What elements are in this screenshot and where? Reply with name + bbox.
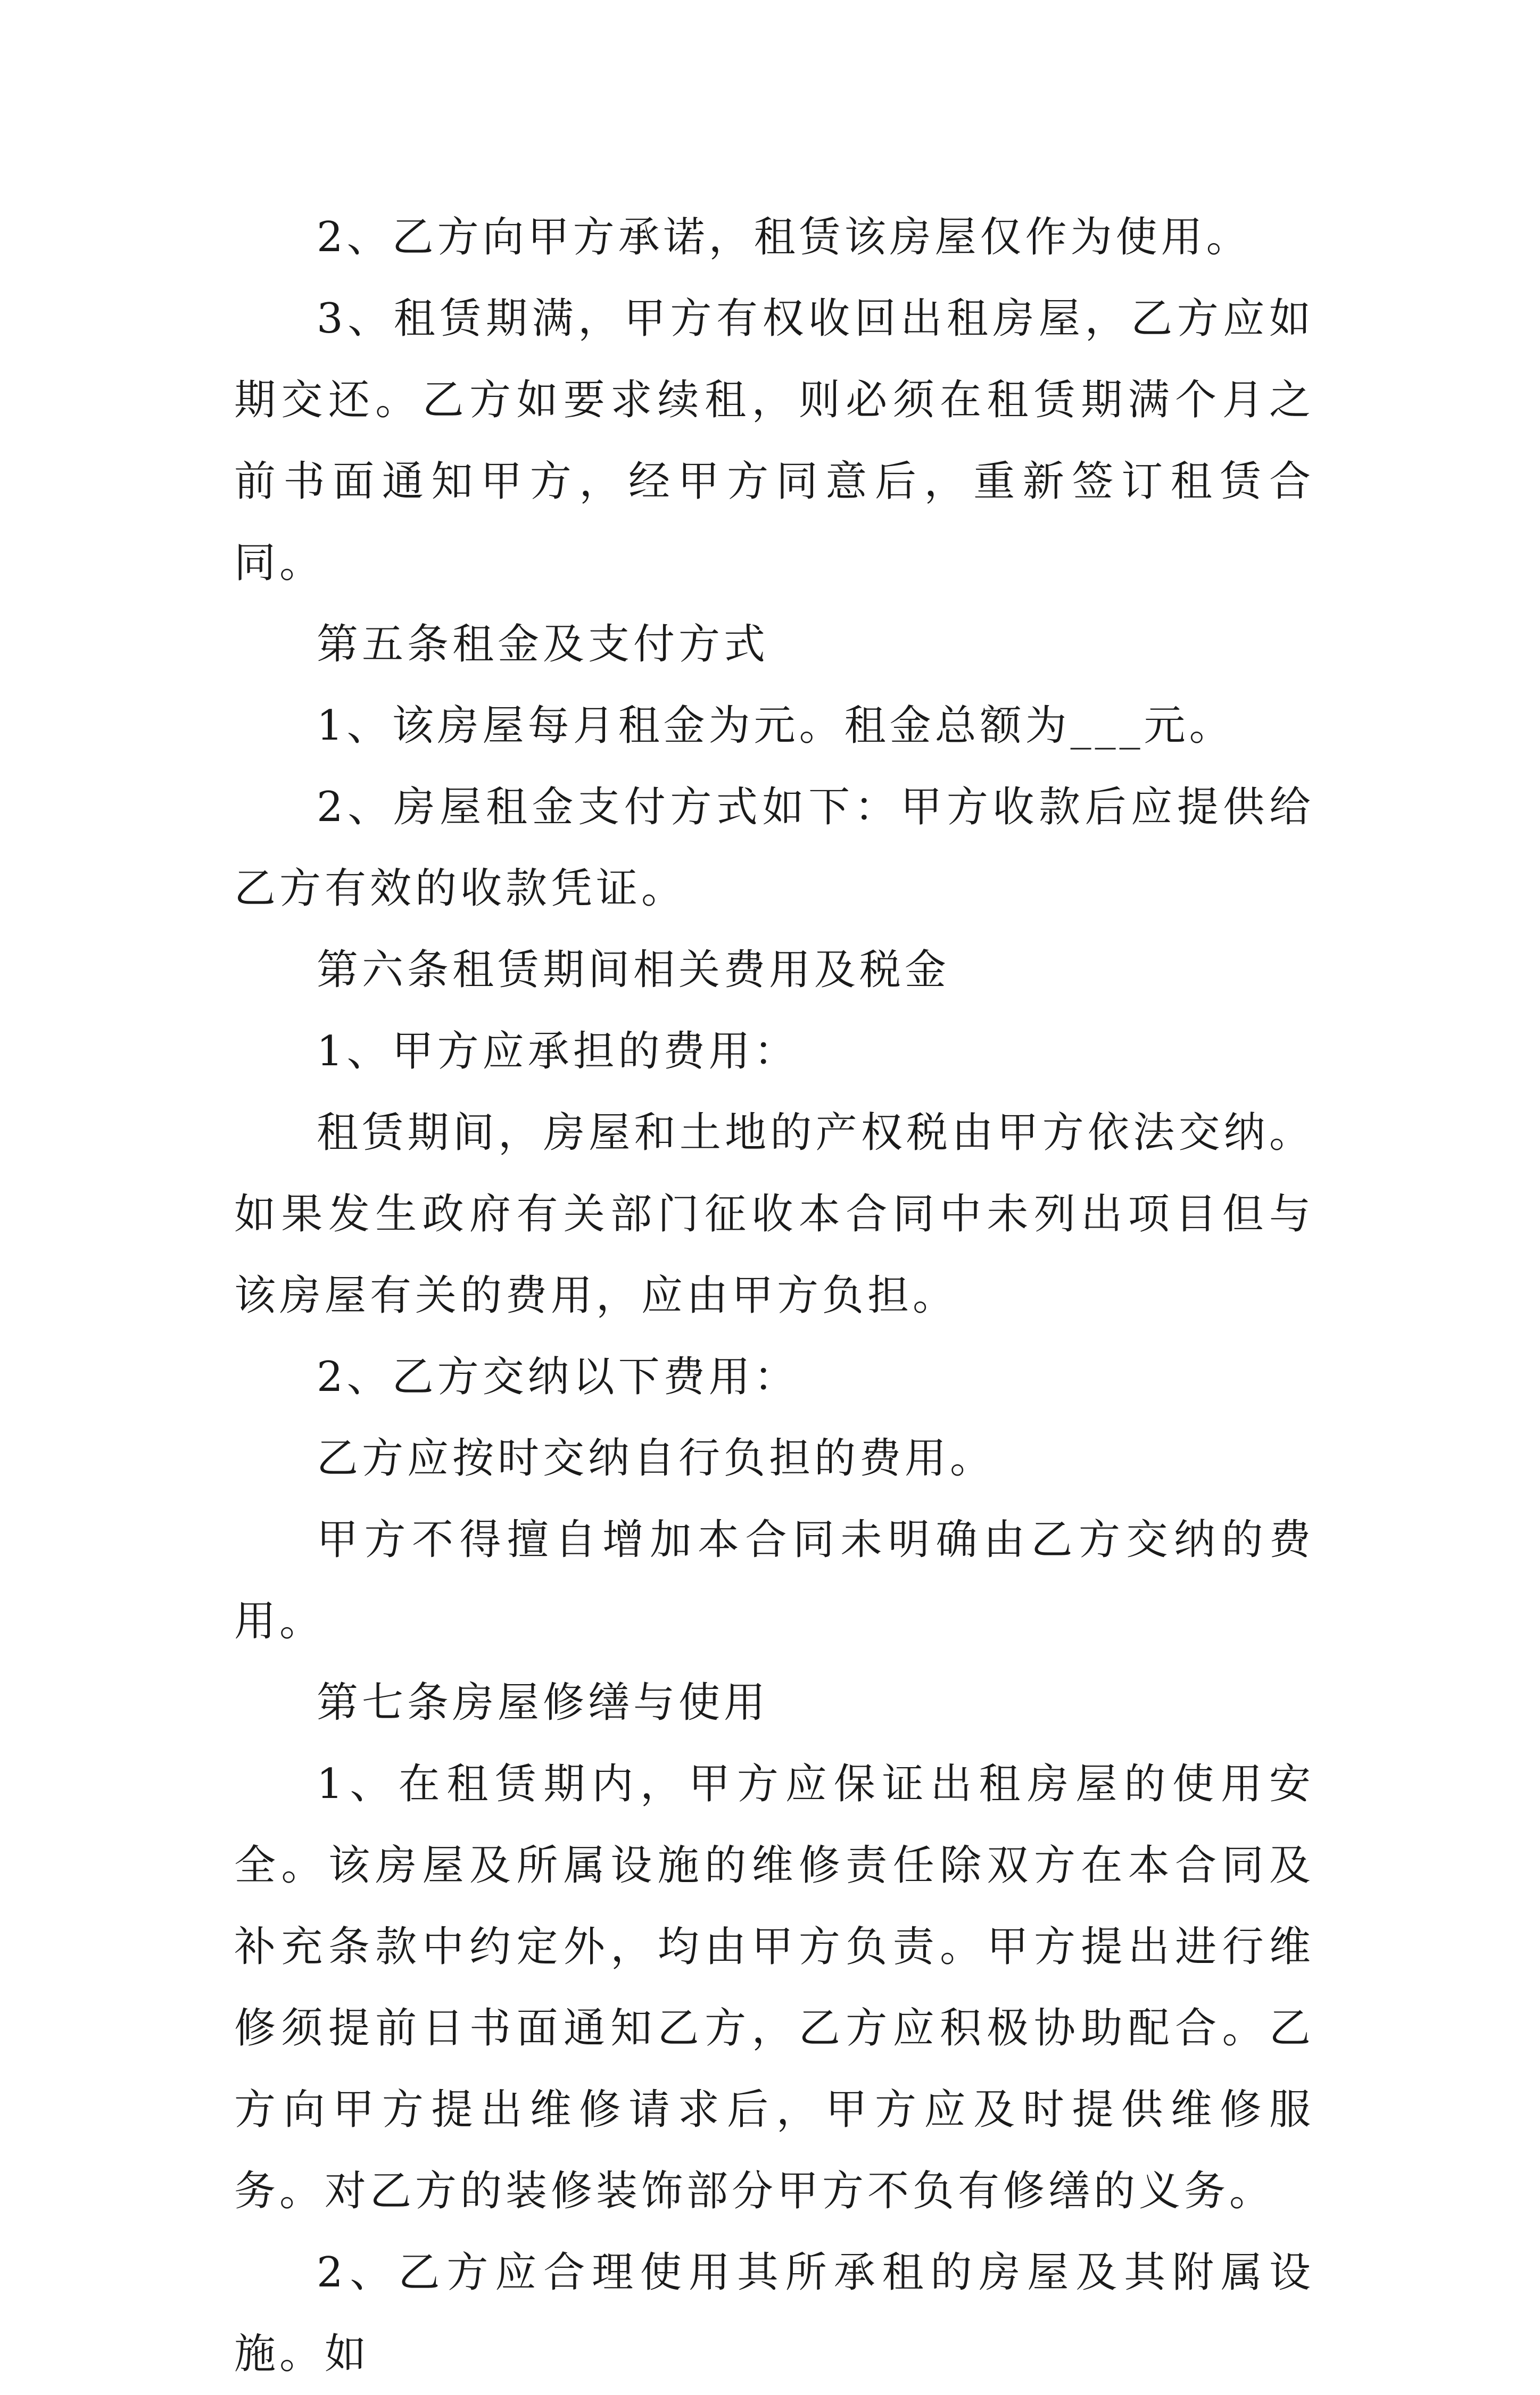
paragraph-7: 2、乙方交纳以下费用： — [317, 1353, 799, 1401]
paragraph-11: 2、乙方应合理使用其所承租的房屋及其附属设施。如 — [234, 2249, 1314, 2378]
paragraph-6: 租赁期间，房屋和土地的产权税由甲方依法交纳。如果发生政府有关部门征收本合同中未列出项目但与该房屋有关的费用，应由甲方负担。 — [234, 1109, 1314, 1320]
paragraph-5: 1、甲方应承担的费用： — [317, 1027, 799, 1075]
document-page — [234, 197, 1314, 2395]
section-heading-5: 第五条租金及支付方式 — [317, 620, 769, 668]
paragraph-8: 乙方应按时交纳自行负担的费用。 — [317, 1435, 996, 1482]
paragraph-1: 2、乙方向甲方承诺，租赁该房屋仅作为使用。 — [317, 213, 1252, 261]
paragraph-9: 甲方不得擅自增加本合同未明确由乙方交纳的费用。 — [234, 1516, 1314, 1645]
paragraph-3: 1、该房屋每月租金为元。租金总额为___元。 — [317, 702, 1235, 750]
paragraph-2: 3、租赁期满，甲方有权收回出租房屋，乙方应如期交还。乙方如要求续租，则必须在租赁期满个月之前书面通知甲方，经甲方同意后，重新签订租赁合同。 — [234, 295, 1314, 587]
section-heading-7: 第七条房屋修缮与使用 — [317, 1679, 769, 1727]
section-heading-6: 第六条租赁期间相关费用及税金 — [317, 946, 950, 994]
paragraph-10: 1、在租赁期内，甲方应保证出租房屋的使用安全。该房屋及所属设施的维修责任除双方在本合同及补充条款中约定外，均由甲方负责。甲方提出进行维修须提前日书面通知乙方，乙方应积极协助配合。乙方向甲方提出维修请求后，甲方应及时提供维修服务。对乙方的装修装饰部分甲方不负有修缮的义务。 — [234, 1760, 1314, 2215]
paragraph-4: 2、房屋租金支付方式如下：甲方收款后应提供给乙方有效的收款凭证。 — [234, 783, 1314, 913]
